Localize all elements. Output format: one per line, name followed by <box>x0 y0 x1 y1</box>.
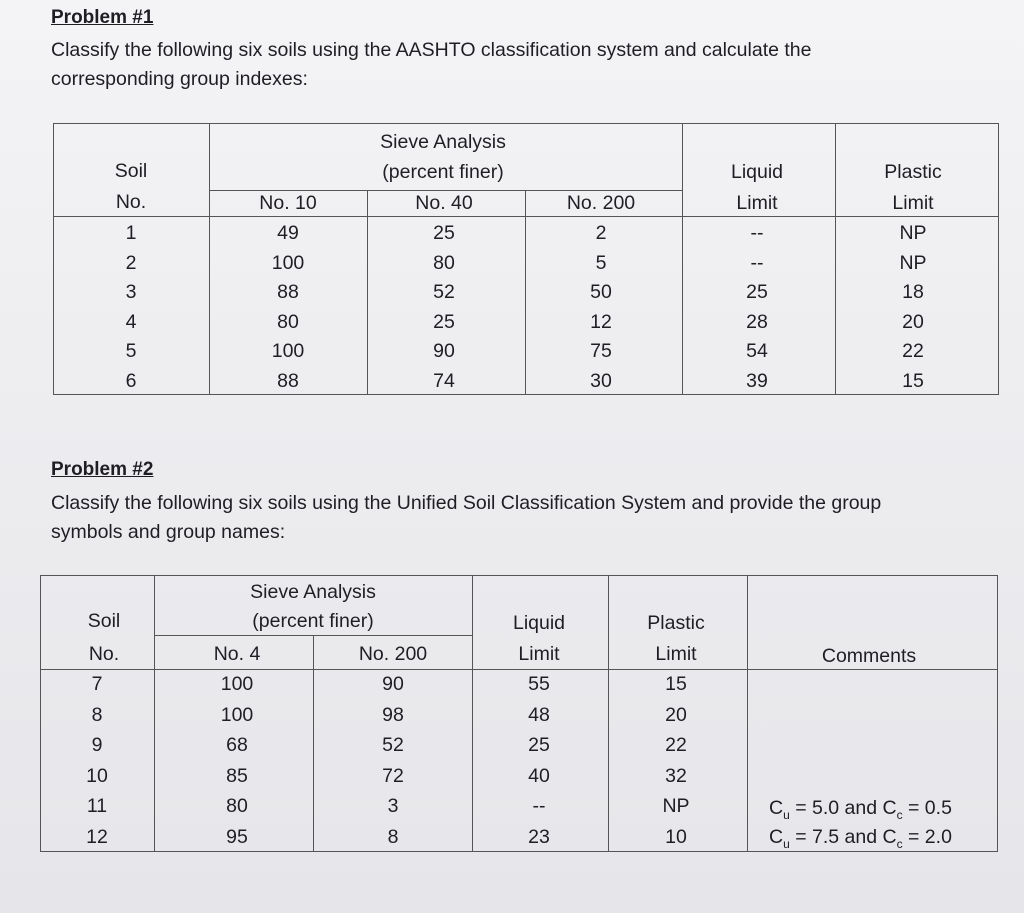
problem-1-text <box>51 36 811 94</box>
uscs-cell-pl: 32 <box>665 764 687 787</box>
pl-header-2: Limit <box>892 192 934 214</box>
uscs-cell-soil: 7 <box>91 673 103 695</box>
comment-soil-11: $C_u = 5.0$ and $C_c = 0.5$ <box>769 797 952 822</box>
aashto-cell-soil: 6 <box>125 370 137 392</box>
uscs-cell-soil: 12 <box>86 826 108 848</box>
uscs-cell-no200: 72 <box>382 764 404 787</box>
aashto-cell-soil: 2 <box>125 251 137 274</box>
aashto-cell-ll: 39 <box>746 370 768 392</box>
aashto-cell-soil: 3 <box>125 281 137 304</box>
uscs-cell-ll: 23 <box>528 826 550 848</box>
aashto-cell-no40: 90 <box>433 340 455 363</box>
aashto-cell-no200: 50 <box>590 281 612 304</box>
problem-2-text-line-1: Classify the following six soils using the Unified Soil Classification System and provide the group <box>51 492 882 514</box>
sieve-header-1: Sieve Analysis <box>380 131 506 153</box>
problem-2-text <box>51 489 881 547</box>
soil-header-1: Soil <box>87 610 121 632</box>
uscs-cell-no200: 98 <box>382 703 404 726</box>
aashto-cell-no40: 80 <box>433 251 455 274</box>
comments-header: Comments <box>821 645 917 667</box>
aashto-cell-pl: 20 <box>902 310 924 333</box>
aashto-cell-no40: 52 <box>433 281 455 304</box>
aashto-cell-no10: 88 <box>277 281 299 304</box>
uscs-cell-no4: 100 <box>220 673 254 695</box>
uscs-cell-no4: 95 <box>226 826 248 848</box>
aashto-cell-no200: 12 <box>590 310 612 333</box>
problem-1-text-line-2: corresponding group indexes: <box>51 68 308 90</box>
uscs-cell-no200: 3 <box>387 795 399 818</box>
aashto-cell-ll: 54 <box>746 340 768 363</box>
col-no200-header: No. 200 <box>358 643 428 665</box>
aashto-cell-pl: 18 <box>902 281 924 304</box>
aashto-cell-pl: 15 <box>902 370 924 392</box>
aashto-cell-pl: NP <box>899 222 927 244</box>
aashto-cell-no40: 25 <box>433 310 455 333</box>
uscs-cell-no4: 100 <box>220 703 254 726</box>
uscs-cell-pl: 15 <box>665 673 687 695</box>
aashto-cell-no10: 49 <box>277 222 299 244</box>
aashto-cell-ll: 28 <box>746 310 768 333</box>
pl-header-2: Limit <box>655 643 697 665</box>
aashto-cell-pl: NP <box>899 251 927 274</box>
aashto-cell-no200: 5 <box>595 251 607 274</box>
uscs-cell-ll: 55 <box>528 673 550 695</box>
aashto-cell-ll: 25 <box>746 281 768 304</box>
uscs-cell-soil: 11 <box>86 795 108 818</box>
aashto-cell-soil: 4 <box>125 310 137 333</box>
uscs-cell-pl: 10 <box>665 826 687 848</box>
uscs-cell-ll: 48 <box>528 703 550 726</box>
col-no4-header: No. 4 <box>213 643 261 665</box>
aashto-cell-no10: 100 <box>271 251 305 274</box>
aashto-cell-no10: 80 <box>277 310 299 333</box>
uscs-cell-no200: 52 <box>382 734 404 757</box>
aashto-cell-soil: 5 <box>125 340 137 363</box>
comment-soil-12: $C_u = 7.5$ and $C_c = 2.0$ <box>769 826 952 851</box>
aashto-cell-ll: -- <box>750 222 764 244</box>
aashto-cell-pl: 22 <box>902 340 924 363</box>
uscs-cell-soil: 10 <box>86 764 108 787</box>
pl-header-1: Plastic <box>884 161 942 183</box>
problem-1-text-line-1: Classify the following six soils using the AASHTO classification system and calculate the <box>51 39 812 61</box>
sieve-header-2: (percent finer) <box>252 610 374 632</box>
sieve-header-2: (percent finer) <box>382 161 504 183</box>
aashto-cell-no10: 100 <box>271 340 305 363</box>
aashto-cell-no40: 25 <box>433 222 455 244</box>
problem-2-heading: Problem #2 <box>51 459 154 480</box>
aashto-cell-soil: 1 <box>125 222 137 244</box>
uscs-cell-soil: 9 <box>91 734 103 757</box>
problem-2-text-line-2: symbols and group names: <box>51 521 286 543</box>
uscs-cell-ll: -- <box>532 795 546 818</box>
uscs-cell-pl: 20 <box>665 703 687 726</box>
ll-header-1: Liquid <box>512 612 566 634</box>
aashto-cell-no40: 74 <box>433 370 455 392</box>
problem-1-heading: Problem #1 <box>51 7 154 28</box>
aashto-cell-no200: 75 <box>590 340 612 363</box>
col-no200-header: No. 200 <box>566 192 636 214</box>
ll-header-2: Limit <box>518 643 560 665</box>
uscs-cell-no200: 8 <box>387 826 399 848</box>
aashto-cell-no200: 30 <box>590 370 612 392</box>
uscs-cell-soil: 8 <box>91 703 103 726</box>
uscs-cell-pl: NP <box>662 795 690 818</box>
col-no10-header: No. 10 <box>259 192 317 214</box>
aashto-table <box>53 123 999 395</box>
uscs-cell-no4: 80 <box>226 795 248 818</box>
soil-header-2: No. <box>115 191 147 213</box>
uscs-cell-no4: 68 <box>226 734 248 757</box>
pl-header-1: Plastic <box>647 612 705 634</box>
soil-header-2: No. <box>88 643 120 665</box>
uscs-cell-ll: 40 <box>528 764 550 787</box>
soil-header-1: Soil <box>114 160 148 182</box>
ll-header-1: Liquid <box>730 161 784 183</box>
aashto-cell-no10: 88 <box>277 370 299 392</box>
uscs-cell-ll: 25 <box>528 734 550 757</box>
aashto-cell-no200: 2 <box>595 222 607 244</box>
col-no40-header: No. 40 <box>415 192 473 214</box>
aashto-cell-ll: -- <box>750 251 764 274</box>
ll-header-2: Limit <box>736 192 778 214</box>
uscs-cell-pl: 22 <box>665 734 687 757</box>
sieve-header-1: Sieve Analysis <box>250 581 376 603</box>
uscs-cell-no4: 85 <box>226 764 248 787</box>
uscs-cell-no200: 90 <box>382 673 404 695</box>
